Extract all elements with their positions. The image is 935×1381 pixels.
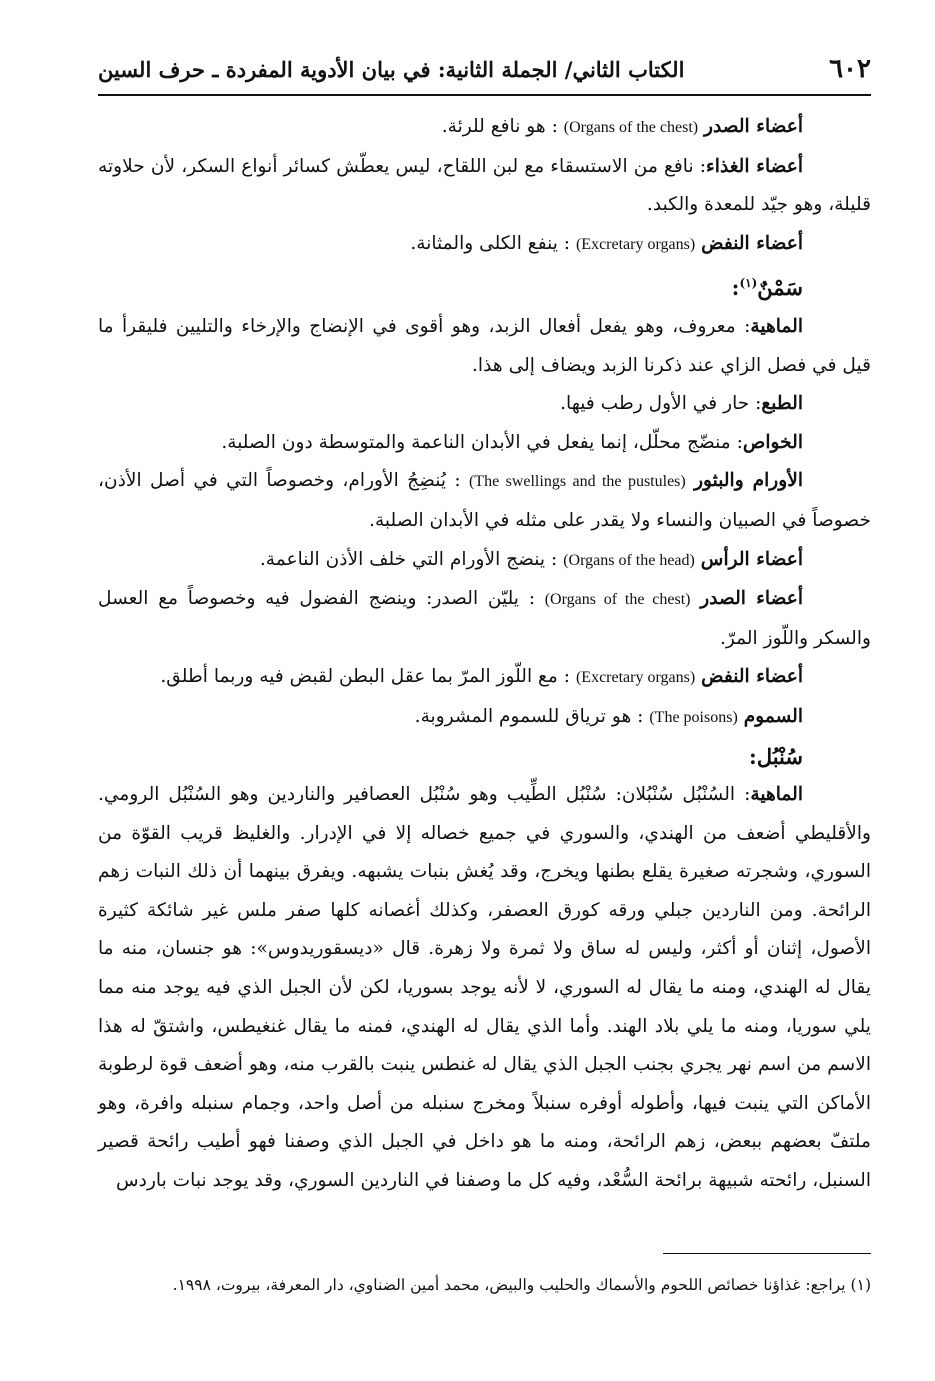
body-text xyxy=(98,108,871,1201)
entry-term: الماهية xyxy=(750,784,803,806)
heading-word: سَمْنٌ xyxy=(757,275,803,301)
entry-english-term: (Organs of the chest) xyxy=(544,591,691,609)
entry-term: الماهية xyxy=(750,315,803,337)
footnote-text: يراجع: غذاؤنا خصائص اللحوم والأسماك والحليب والبيض، محمد أمين الضناوي، دار المعرفة، بيروت، ١٩٩٨. xyxy=(172,1276,846,1294)
entry-term: الخواص xyxy=(742,431,803,453)
entry-text: : هو ترياق للسموم المشروبة. xyxy=(414,705,650,727)
entry-text: : نافع من الاستسقاء مع لبن اللقاح، ليس يعطّش كسائر أنواع السكر، لأن حلاوته قليلة، وهو جيّد للمعدة والكبد. xyxy=(98,155,871,216)
entry-term: أعضاء النفض xyxy=(701,666,803,688)
entry-text: : هو نافع للرئة. xyxy=(441,116,564,137)
entry-term: أعضاء الرأس xyxy=(700,548,803,570)
entry-sunbul-essence xyxy=(98,776,871,1201)
heading-word: سُنْبُل xyxy=(756,743,803,769)
entry-text: : يُنضِجُ الأورام، وخصوصاً التي في أصل الأذن، خصوصاً في الصبيان والنساء ولا يقدر على مثله في الأبدان الصلبة. xyxy=(98,470,871,531)
entry-head-organs xyxy=(98,541,871,581)
entry-swellings xyxy=(98,462,871,540)
running-title: الكتاب الثاني/ الجملة الثانية: في بيان الأدوية المفردة ـ حرف السين xyxy=(98,56,685,82)
footnote-reference: (١) xyxy=(739,276,758,291)
footnote-separator xyxy=(663,1253,871,1254)
entry-text: : السُنْبُل سُنْبُلان: سُنْبُل الطِّيب وهو سُنْبُل العصافير والناردين وهو السُنْبُل الرومي. والأقليطي أضعف من الهندي، والسوري في جميع خصاله إلا في الإدرار. والغليظ قريب القوّة من السوري، وشجرته صغيرة يقلع بطنها ويخرج، وقد يُغش بنبات يشبهه. ويفرق بينهما أن ذلك النبات زهم الرائحة. ومن الناردين جبلي ورقه كورق العصفر، وكذلك أغصانه كلها صفر ملس غير شائكة كثيرة الأصول، إثنان أو أكثر، وليس له ساق ولا ثمرة ولا زهرة. قال «ديسقوريدوس»: هو جنسان، منه ما يقال له الهندي، ومنه ما يقال له السوري، لا لأنه يوجد بسوريا، لكن لأن الجبل الذي فيه يوجد منه مما يلي سوريا، ومنه ما يلي بلاد الهند. وأما الذي يقال له الهندي، فمنه ما يقال غنغيطس، واشتقّ له هذا الاسم من اسم نهر يجري بجنب الجبل الذي يقال له غنطس ينبت بالقرب منه، وهو أضعف قوة لرطوبة الأماكن التي ينبت فيها، وأطوله أوفره سنبلاً ومخرج سنبله من أصل واحد، وجمام سنبله وافرة، وهو ملتفّ بعضهم ببعض، زهم الرائحة، ومنه ما هو داخل في الجبل الذي وصفنا فهو أطيب رائحة قصير السنبل، رائحته شبيهة برائحة السُّعْد، وفيه كل ما وصفنا في الناردين السوري، وقد يوجد نبات باردس xyxy=(98,784,872,1192)
entry-english-term: (Excretary organs) xyxy=(575,235,696,253)
entry-text: : ينضج الأورام التي خلف الأذن الناعمة. xyxy=(259,548,564,570)
entry-nutrition-organs xyxy=(98,148,871,225)
entry-properties xyxy=(98,424,871,463)
entry-english-term: (The poisons) xyxy=(649,708,738,726)
entry-text: : منضّج محلّل، إنما يفعل في الأبدان الناعمة والمتوسطة دون الصلبة. xyxy=(221,431,743,453)
page-number: ٦٠٢ xyxy=(829,54,871,84)
entry-term: الطبع xyxy=(761,393,803,415)
entry-term: الأورام والبثور xyxy=(694,470,803,492)
entry-english-term: (Organs of the chest) xyxy=(563,119,699,136)
section-heading-samn xyxy=(98,264,871,308)
entry-english-term: (Excretary organs) xyxy=(575,669,696,687)
entry-english-term: (Organs of the head) xyxy=(563,551,695,569)
entry-english-term: (The swellings and the pustules) xyxy=(468,473,686,491)
entry-text: : حار في الأول رطب فيها. xyxy=(560,393,762,415)
entry-text: : ينفع الكلى والمثانة. xyxy=(410,232,576,254)
section-heading-sunbul xyxy=(98,738,871,777)
entry-text: : يليّن الصدر: وينضج الفضول فيه وخصوصاً مع العسل والسكر واللّوز المرّ. xyxy=(98,588,871,649)
footnote-line xyxy=(98,1268,871,1302)
footnote-mark: (١) xyxy=(850,1276,871,1294)
entry-essence xyxy=(98,308,871,385)
entry-temperament xyxy=(98,385,871,424)
entry-chest-organs-2 xyxy=(98,580,871,658)
entry-chest-organs xyxy=(98,108,871,148)
entry-term: أعضاء الصدر xyxy=(704,116,803,137)
entry-excretory-organs xyxy=(98,225,871,265)
heading-colon: : xyxy=(731,275,740,301)
page-header xyxy=(98,44,871,96)
entry-text: : معروف، وهو يفعل أفعال الزبد، وهو أقوى في الإنضاج والإرخاء والتليين فليقرأ ما قيل في فصل الزاي عند ذكرنا الزبد ويضاف إلى هذا. xyxy=(98,315,871,376)
entry-term: السموم xyxy=(743,705,803,727)
footnote xyxy=(98,1268,871,1302)
entry-term: أعضاء الغذاء xyxy=(706,155,803,177)
entry-term: أعضاء النفض xyxy=(701,232,803,254)
entry-term: أعضاء الصدر xyxy=(700,588,803,610)
entry-poisons xyxy=(98,698,871,738)
heading-colon: : xyxy=(749,743,757,769)
entry-text: : مع اللّوز المرّ بما عقل البطن لقبض فيه وربما أطلق. xyxy=(160,666,576,688)
entry-excretory-organs-2 xyxy=(98,658,871,698)
